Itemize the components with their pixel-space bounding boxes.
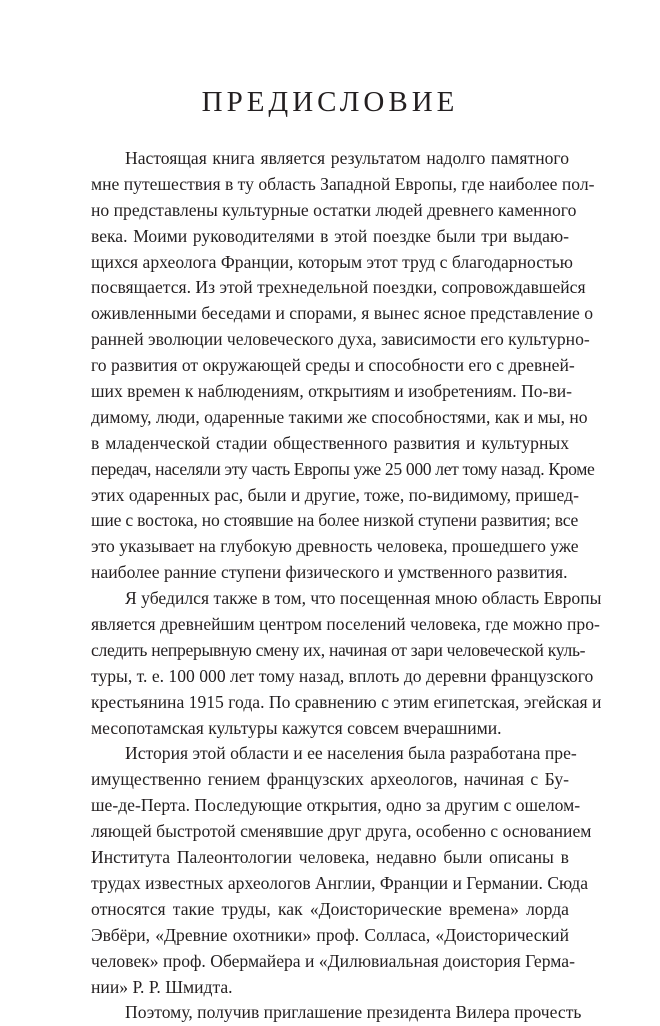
text-line: посвящается. Из этой трехнедельной поездки, сопровождавшейся <box>91 277 586 298</box>
text-line: ше-де-Перта. Последующие открытия, одно за другим с ошелом- <box>91 795 581 816</box>
text-line: имущественно гением французских археологов, начиная с Бу- <box>91 769 569 790</box>
text-line: относятся такие труды, как «Доисторические времена» лорда <box>91 898 569 919</box>
text-line: следить непрерывную смену их, начиная от зари человеческой куль- <box>91 639 586 660</box>
text-line: Эвбёри, «Древние охотники» проф. Солласа, «Доисторический <box>91 924 569 945</box>
preface-text <box>91 146 602 1026</box>
text-line: является древнейшим центром поселений человека, где можно про- <box>91 614 600 635</box>
text-line: но представлены культурные остатки людей древнего каменного <box>91 199 577 220</box>
text-line: оживленными беседами и спорами, я вынес ясное представление о <box>91 303 594 324</box>
text-line: ранней эволюции человеческого духа, зависимости его культурно- <box>91 329 590 350</box>
text-line: этих одаренных рас, были и другие, тоже, по-видимому, пришед- <box>91 484 579 505</box>
text-line: месопотамская культуры кажутся совсем вчерашними. <box>91 717 502 738</box>
text-line: мне путешествия в ту область Западной Европы, где наиболее пол- <box>91 173 595 194</box>
text-line: в младенческой стадии общественного развития и культурных <box>91 432 569 453</box>
text-line: трудах известных археологов Англии, Франции и Германии. Сюда <box>91 872 589 893</box>
text-line: передач, населяли эту часть Европы уже 25 000 лет тому назад. Кроме <box>91 458 595 479</box>
text-line: века. Моими руководителями в этой поездке были три выдаю- <box>91 225 569 246</box>
text-line: щихся археолога Франции, которым этот труд с благодарностью <box>91 251 573 272</box>
page-title: ПРЕДИСЛОВИЕ <box>201 86 459 118</box>
text-line: Института Палеонтологии человека, недавно были описаны в <box>91 847 569 868</box>
text-line: шие с востока, но стоявшие на более низкой ступени развития; все <box>91 510 579 531</box>
text-line: наиболее ранние ступени физического и умственного развития. <box>91 562 568 583</box>
text-line: Поэтому, получив приглашение президента Вилера прочесть <box>125 1002 582 1023</box>
text-line: Настоящая книга является результатом надолго памятного <box>125 148 569 168</box>
text-line: Я убедился также в том, что посещенная мною область Европы <box>125 588 602 609</box>
text-line: ляющей быстротой сменявшие друг друга, особенно с основанием <box>91 821 592 842</box>
text-line: нии» Р. Р. Шмидта. <box>91 976 233 997</box>
text-line: ших времен к наблюдениям, открытиям и изобретениям. По-ви- <box>91 381 573 402</box>
text-line: димому, люди, одаренные такими же способностями, как и мы, но <box>91 406 588 427</box>
text-line: это указывает на глубокую древность человека, прошедшего уже <box>91 536 579 557</box>
text-line: История этой области и ее населения была разработана пре- <box>125 743 577 764</box>
text-line: го развития от окружающей среды и способности его с древней- <box>91 355 575 376</box>
text-line: человек» проф. Обермайера и «Дилювиальная доистория Герма- <box>91 950 575 971</box>
text-line: крестьянина 1915 года. По сравнению с этим египетская, эгейская и <box>91 691 602 712</box>
text-line: туры, т. е. 100 000 лет тому назад, вплоть до деревни французского <box>91 665 594 686</box>
